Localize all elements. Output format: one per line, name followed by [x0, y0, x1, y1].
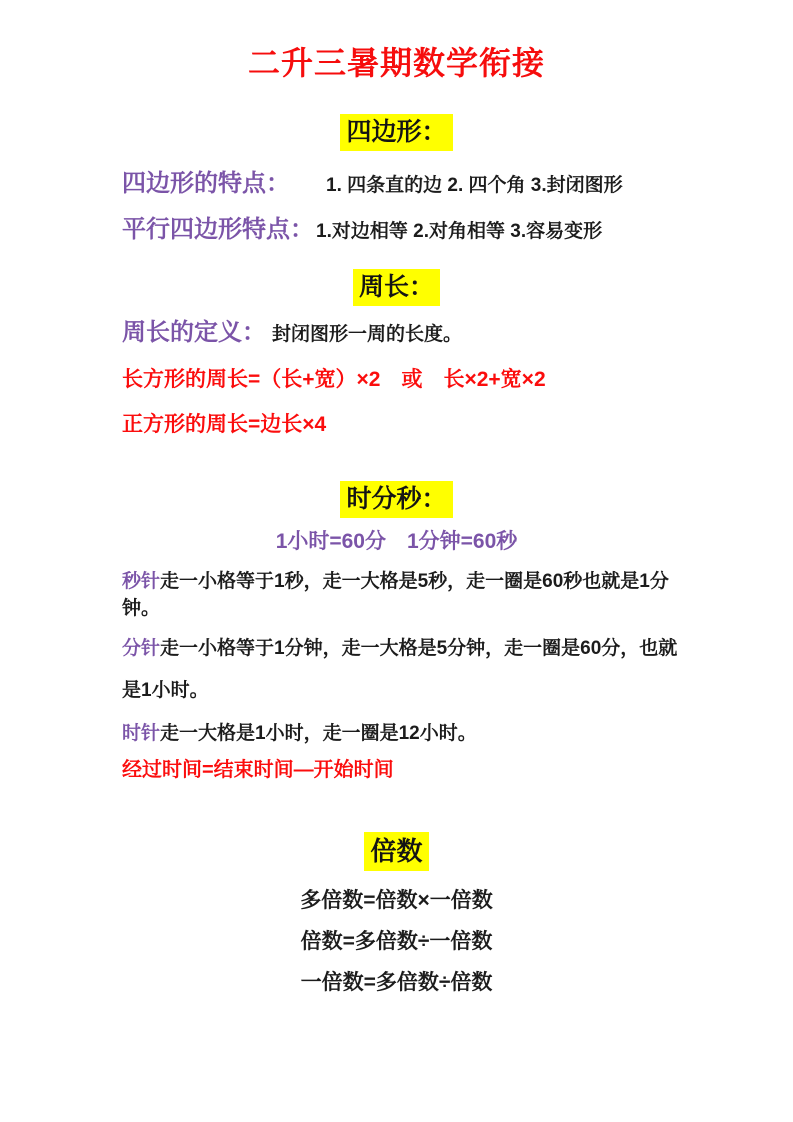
- second-hand-line: [122, 568, 689, 622]
- section-multiples-heading-row: [0, 832, 793, 871]
- second-hand-label: 秒针: [122, 571, 161, 592]
- hour-hand-line: [122, 720, 689, 747]
- parallelogram-features-label: 平行四边形特点：: [122, 216, 314, 243]
- minute-hand-label: 分针: [122, 638, 161, 659]
- hour-hand-label: 时针: [122, 723, 161, 744]
- minute-hand-text: 走一小格等于1分钟，走一大格是5分钟，走一圈是60分，也就是1小时。: [122, 638, 678, 701]
- square-perimeter-formula: 正方形的周长=边长×4: [122, 413, 327, 436]
- quadrilateral-features-line: [122, 169, 689, 201]
- hour-hand-text: 走一大格是1小时，走一圈是12小时。: [160, 723, 477, 744]
- parallelogram-features-text: 1.对边相等 2.对角相等 3.容易变形: [316, 221, 603, 242]
- section-multiples-heading: 倍数: [364, 832, 428, 871]
- perimeter-definition-text: 封闭图形一周的长度。: [272, 324, 463, 345]
- section-time-heading-row: [0, 481, 793, 518]
- multiples-formula-2: 倍数=多倍数÷一倍数: [300, 930, 493, 953]
- document-title: 二升三暑期数学衔接: [247, 45, 545, 81]
- minute-hand-line: [122, 628, 689, 712]
- section-perimeter-heading: 周长：: [353, 269, 440, 306]
- perimeter-definition-label: 周长的定义：: [122, 319, 266, 346]
- section-quadrilateral-heading: 四边形：: [340, 114, 452, 151]
- elapsed-time-formula: 经过时间=结束时间—开始时间: [122, 759, 394, 781]
- multiples-formula-1: 多倍数=倍数×一倍数: [300, 889, 493, 912]
- section-quadrilateral-heading-row: [0, 114, 793, 151]
- section-perimeter-heading-row: [0, 269, 793, 306]
- time-conversion-line: 1小时=60分 1分钟=60秒: [275, 530, 518, 553]
- second-hand-text: 走一小格等于1秒，走一大格是5秒，走一圈是60秒也就是1分钟。: [122, 571, 669, 619]
- perimeter-definition-line: [122, 318, 689, 350]
- quadrilateral-features-text: 1. 四条直的边 2. 四个角 3.封闭图形: [326, 175, 623, 196]
- section-time-heading: 时分秒：: [340, 481, 452, 518]
- parallelogram-features-line: [122, 215, 689, 247]
- quadrilateral-features-label: 四边形的特点：: [122, 170, 290, 197]
- multiples-formula-3: 一倍数=多倍数÷倍数: [300, 971, 493, 994]
- rectangle-perimeter-formula: 长方形的周长=（长+宽）×2 或 长×2+宽×2: [122, 368, 546, 391]
